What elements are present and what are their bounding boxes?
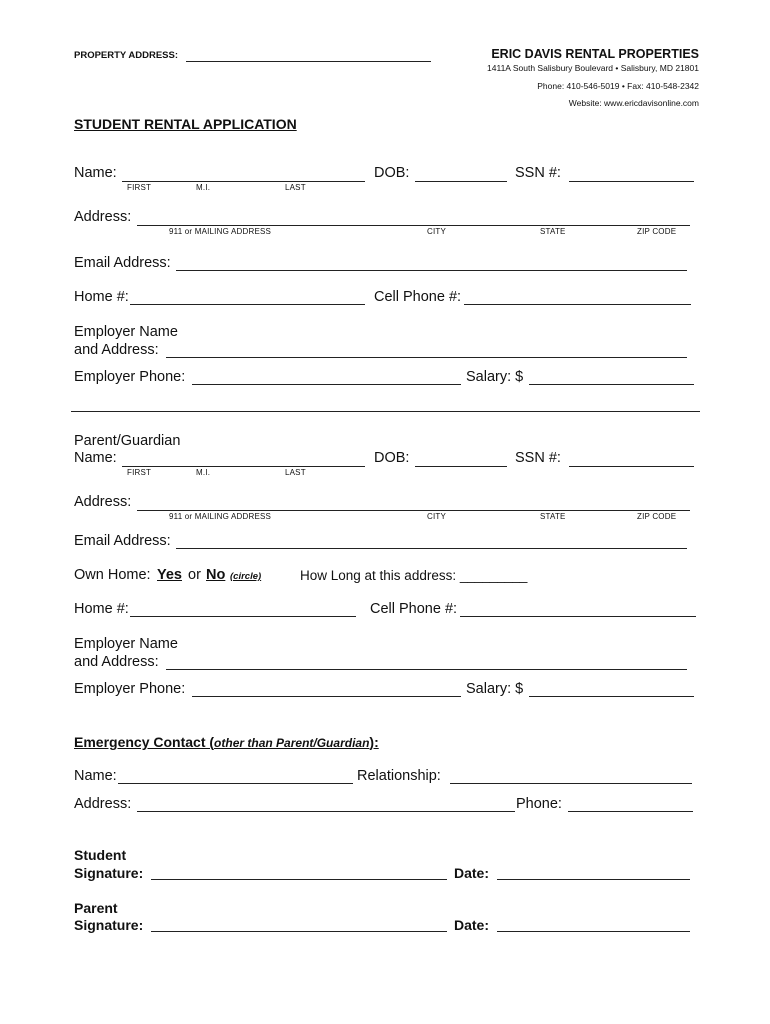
student-employer-phone-field[interactable]	[192, 384, 461, 385]
parent-home-field[interactable]	[130, 616, 356, 617]
student-addr-sub-zip: ZIP CODE	[637, 227, 677, 236]
parent-name-label: Name:	[74, 450, 117, 466]
parent-dob-label: DOB:	[374, 450, 410, 466]
property-address-label: PROPERTY ADDRESS:	[74, 50, 178, 61]
student-name-sub-mi: M.I.	[196, 183, 211, 192]
parent-address-field[interactable]	[137, 510, 690, 511]
student-name-field[interactable]	[122, 181, 365, 182]
parent-signature-label-2: Signature:	[74, 917, 144, 933]
parent-salary-field[interactable]	[529, 696, 694, 697]
student-date-label: Date:	[454, 865, 490, 881]
emergency-heading	[74, 734, 379, 750]
student-employer-field[interactable]	[166, 357, 687, 358]
parent-employer-phone-field[interactable]	[192, 696, 461, 697]
parent-employer-label-1: Employer Name	[74, 636, 178, 652]
circle-note: (circle)	[230, 571, 262, 582]
student-name-label: Name:	[74, 165, 117, 181]
parent-cell-field[interactable]	[460, 616, 696, 617]
student-signature-field[interactable]	[151, 879, 447, 880]
student-employer-phone-label: Employer Phone:	[74, 369, 186, 385]
student-address-field[interactable]	[137, 225, 690, 226]
student-email-label: Email Address:	[74, 255, 171, 271]
emergency-relationship-label: Relationship:	[357, 768, 441, 784]
parent-name-sub-mi: M.I.	[196, 468, 211, 477]
parent-cell-label: Cell Phone #:	[370, 601, 458, 617]
student-home-label: Home #:	[74, 289, 129, 305]
emergency-relationship-field[interactable]	[450, 783, 692, 784]
company-phone-fax: Phone: 410-546-5019 • Fax: 410-548-2342	[537, 81, 699, 91]
student-signature-label-1: Student	[74, 847, 127, 863]
own-home-yes[interactable]: Yes	[157, 567, 182, 583]
parent-date-field[interactable]	[497, 931, 690, 932]
parent-ssn-label: SSN #:	[515, 450, 561, 466]
own-home-no[interactable]: No	[206, 567, 226, 583]
student-signature-label-2: Signature:	[74, 865, 144, 881]
parent-date-label: Date:	[454, 917, 490, 933]
parent-employer-label-2: and Address:	[74, 654, 159, 670]
student-dob-field[interactable]	[415, 181, 507, 182]
student-ssn-label: SSN #:	[515, 165, 561, 181]
emergency-heading-italic: other than Parent/Guardian	[214, 736, 370, 750]
emergency-name-label: Name:	[74, 768, 117, 784]
company-name: ERIC DAVIS RENTAL PROPERTIES	[491, 47, 699, 61]
parent-name-field[interactable]	[122, 466, 365, 467]
parent-ssn-field[interactable]	[569, 466, 694, 467]
how-long-label[interactable]: How Long at this address: _________	[300, 568, 528, 583]
parent-employer-phone-label: Employer Phone:	[74, 681, 186, 697]
emergency-phone-field[interactable]	[568, 811, 693, 812]
student-dob-label: DOB:	[374, 165, 410, 181]
parent-email-label: Email Address:	[74, 533, 171, 549]
student-name-sub-first: FIRST	[127, 183, 152, 192]
student-ssn-field[interactable]	[569, 181, 694, 182]
parent-addr-sub-mailing: 911 or MAILING ADDRESS	[169, 512, 272, 521]
parent-addr-sub-zip: ZIP CODE	[637, 512, 677, 521]
student-cell-field[interactable]	[464, 304, 691, 305]
own-home-label: Own Home:	[74, 567, 151, 583]
parent-addr-sub-state: STATE	[540, 512, 566, 521]
emergency-heading-end: ):	[369, 734, 379, 750]
student-addr-sub-state: STATE	[540, 227, 566, 236]
student-addr-sub-mailing: 911 or MAILING ADDRESS	[169, 227, 272, 236]
student-addr-sub-city: CITY	[427, 227, 447, 236]
parent-salary-label: Salary: $	[466, 681, 524, 697]
company-website: Website: www.ericdavisonline.com	[568, 98, 699, 108]
student-employer-label-1: Employer Name	[74, 324, 178, 340]
parent-employer-field[interactable]	[166, 669, 687, 670]
section-divider	[71, 411, 700, 412]
parent-guardian-label: Parent/Guardian	[74, 433, 181, 449]
student-date-field[interactable]	[497, 879, 690, 880]
parent-email-field[interactable]	[176, 548, 687, 549]
emergency-address-field[interactable]	[137, 811, 515, 812]
parent-signature-label-1: Parent	[74, 900, 118, 916]
emergency-address-label: Address:	[74, 796, 132, 812]
form-title: STUDENT RENTAL APPLICATION	[74, 116, 297, 132]
student-salary-field[interactable]	[529, 384, 694, 385]
parent-dob-field[interactable]	[415, 466, 507, 467]
student-salary-label: Salary: $	[466, 369, 524, 385]
student-email-field[interactable]	[176, 270, 687, 271]
student-home-field[interactable]	[130, 304, 365, 305]
parent-name-sub-last: LAST	[285, 468, 306, 477]
emergency-heading-start: Emergency Contact (	[74, 734, 215, 750]
company-address: 1411A South Salisbury Boulevard • Salisbury, MD 21801	[487, 63, 699, 73]
property-address-field[interactable]	[186, 61, 431, 62]
parent-addr-sub-city: CITY	[427, 512, 447, 521]
student-name-sub-last: LAST	[285, 183, 306, 192]
parent-address-label: Address:	[74, 494, 132, 510]
own-home-or: or	[188, 567, 201, 583]
student-address-label: Address:	[74, 209, 132, 225]
parent-signature-field[interactable]	[151, 931, 447, 932]
parent-home-label: Home #:	[74, 601, 129, 617]
emergency-phone-label: Phone:	[516, 796, 562, 812]
parent-name-sub-first: FIRST	[127, 468, 152, 477]
student-employer-label-2: and Address:	[74, 342, 159, 358]
emergency-name-field[interactable]	[118, 783, 353, 784]
student-cell-label: Cell Phone #:	[374, 289, 462, 305]
